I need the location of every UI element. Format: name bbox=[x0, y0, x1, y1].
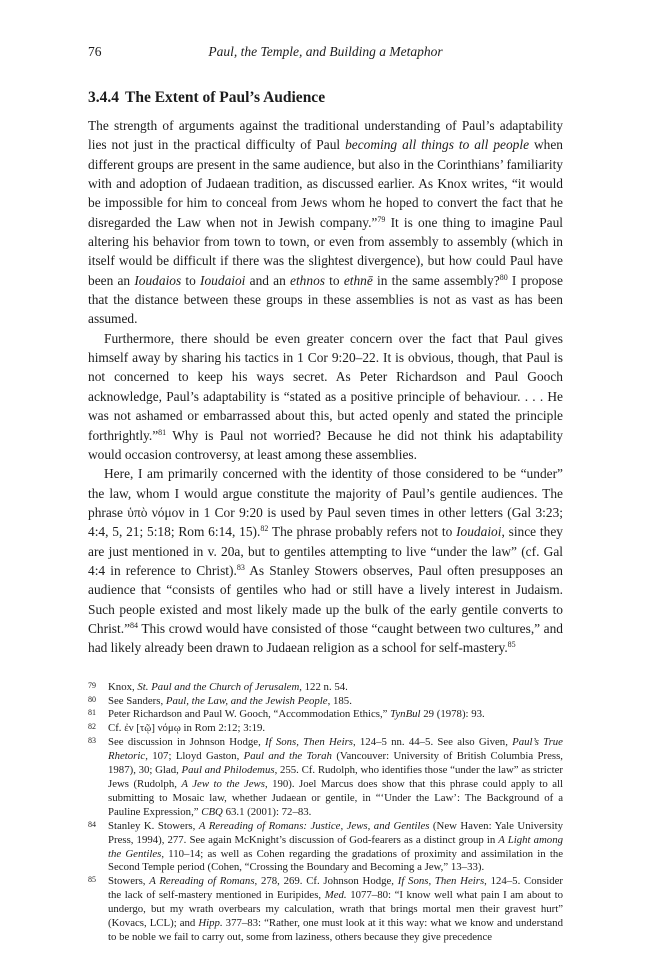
italic-text: Ioudaioi bbox=[200, 272, 246, 288]
footnote bbox=[88, 708, 563, 722]
footnote bbox=[88, 681, 563, 695]
footnote-number: 81 bbox=[88, 708, 96, 718]
italic-text: Ioudaioi bbox=[456, 524, 502, 540]
text-run: , 278, 269. Cf. Johnson Hodge, bbox=[254, 875, 398, 888]
section-title: The Extent of Paul’s Audience bbox=[125, 89, 326, 106]
text-run: Stanley K. Stowers, bbox=[108, 819, 199, 832]
footnote-number: 79 bbox=[88, 680, 96, 690]
footnote-number: 82 bbox=[88, 722, 96, 732]
italic-text: A Rereading of Romans bbox=[149, 875, 255, 888]
text-run: See discussion in Johnson Hodge, bbox=[108, 736, 266, 749]
italic-text: If Sons, Then Heirs bbox=[265, 736, 353, 749]
text-run: 1077–80: “I know well what pain I am about to undergo, but my wrath overbears my calculation, wrath that brings mortal men their gravest hurt” (Kovacs, LCL); and bbox=[108, 889, 564, 930]
text-run: Furthermore, there should be even greater concern over the fact that Paul gives himself away by sharing his tactics in 1 Cor 9:20–22. It is obvious, though, that Paul is not concerned to keep his ways secret. As Peter Richardson and Paul Gooch acknowledge, Paul’s adaptability is “stated as a positive principle of behaviour. . . . He was not ashamed or embarrassed about this, but acted openly and stated the principle forthrightly.” bbox=[88, 330, 563, 443]
italic-text: A Rereading of Romans: Justice, Jews, and Gentiles bbox=[198, 819, 430, 832]
text-run: in the same assembly? bbox=[372, 272, 500, 288]
italic-text: Med. bbox=[324, 889, 347, 902]
text-run: to bbox=[181, 272, 201, 288]
running-title: Paul, the Temple, and Building a Metaphor bbox=[208, 44, 443, 59]
text-run: This crowd would have consisted of those “caught between two cultures,” and had likely already been drawn to Judaean religion as a school for self-mastery. bbox=[88, 620, 563, 656]
text-run: , 122 n. 54. bbox=[299, 680, 348, 693]
footnote-number: 83 bbox=[88, 736, 96, 746]
footnote bbox=[88, 875, 563, 945]
footnote bbox=[88, 695, 563, 709]
italic-text: CBQ bbox=[201, 805, 223, 818]
paragraph bbox=[88, 116, 563, 329]
footnote-text bbox=[108, 681, 563, 695]
italic-text: ethnē bbox=[343, 272, 373, 288]
footnote-text bbox=[108, 875, 563, 945]
italic-text: Paul, the Law, and the Jewish People bbox=[165, 694, 328, 707]
text-run: Cf. ἐν [τῷ] νόμῳ in Rom 2:12; 3:19. bbox=[108, 722, 266, 735]
italic-text: If Sons, Then Heirs bbox=[397, 875, 485, 888]
italic-text: Paul and the Torah bbox=[243, 750, 332, 763]
body-text bbox=[88, 116, 563, 658]
page-number: 76 bbox=[88, 44, 102, 59]
text-run: The phrase probably refers not to bbox=[268, 524, 457, 540]
footnote-text bbox=[108, 708, 563, 722]
footnote-text bbox=[108, 722, 563, 736]
text-run: The strength of arguments against the traditional understanding of Paul’s adaptability lies not just in the practical difficulty of Paul bbox=[88, 118, 563, 153]
footnote-number: 85 bbox=[88, 875, 96, 885]
text-run: (Vancouver: University of British Columbia Press, 1987), 30; Glad, bbox=[108, 750, 563, 777]
text-run: , 107; Lloyd Gaston, bbox=[145, 750, 244, 763]
text-run: It is one thing to imagine Paul altering his behavior from town to town, or even from assembly to assembly (which in itself would be difficult if there was the slightest divergence), but how could Paul have been an bbox=[88, 214, 563, 288]
text-run: Here, I am primarily concerned with the identity of those considered to be “under” the law, whom I would argue constitute the majority of Paul’s gentile audiences. The phrase ὑπὸ νόμον in 1 Cor 9:20 is used by Paul seven times in other letters (Gal 3:23; 4:4, 5, 21; 5:18; Rom 6:14, 15). bbox=[88, 466, 563, 540]
text-run: See Sanders, bbox=[108, 694, 166, 707]
text-run: , 110–14; as well as Cohen regarding the gradations of proximity and assimilation in the Second Temple period (Cohen, “Crossing the Boundary and Becoming a Jew,” 13–33). bbox=[108, 847, 564, 874]
footnote-ref: 82 bbox=[260, 524, 269, 534]
footnotes bbox=[88, 681, 563, 945]
running-header bbox=[88, 44, 563, 64]
text-run: to bbox=[324, 272, 344, 288]
footnote-text bbox=[108, 695, 563, 709]
footnote-ref: 85 bbox=[507, 640, 516, 650]
italic-text: TynBul bbox=[390, 708, 421, 721]
footnote bbox=[88, 820, 563, 876]
paragraph bbox=[88, 329, 563, 464]
text-run: (New Haven: Yale University Press, 1994), 277. See again McKnight’s discussion of God-fearers as a distinct group in bbox=[108, 819, 564, 846]
italic-text: Paul’s True Rhetoric bbox=[108, 736, 563, 763]
footnote-text bbox=[108, 820, 563, 876]
italic-text: Ioudaios bbox=[134, 272, 182, 288]
text-run: , 255. Cf. Rudolph, who identifies those “under the law” as stricter Jews (Rudolph, bbox=[108, 764, 563, 790]
text-run: Why is Paul not worried? Because he did not think his adaptability would occasion controversy, at least among these assemblies. bbox=[88, 427, 563, 462]
text-run: 377–83: “Rather, one must look at it this way: what we know and understand to be noble we fail to carry out, some from laziness, others because they give precedence bbox=[108, 917, 563, 943]
text-run: Stowers, bbox=[108, 875, 150, 888]
footnote-number: 80 bbox=[88, 694, 96, 704]
text-run: , since they are just mentioned in v. 20a, but to gentiles attempting to live “under the law” (cf. Gal 4:4 in reference to Christ). bbox=[88, 524, 563, 578]
footnote-ref: 81 bbox=[158, 427, 167, 437]
text-run: , 190). Joel Marcus does show that this phrase could apply to all submitting to Mosaic law, whether Judaean or gentile, in “‘Under the Law’: The Background of a Pauline Expression,” bbox=[108, 777, 564, 818]
section-number: 3.4.4 bbox=[88, 89, 119, 106]
text-run: , 185. bbox=[327, 694, 352, 707]
italic-text: becoming all things to all people bbox=[345, 137, 530, 153]
paragraph bbox=[88, 464, 563, 657]
footnote-ref: 84 bbox=[130, 620, 139, 630]
footnote bbox=[88, 736, 563, 819]
footnote-text bbox=[108, 736, 563, 819]
text-run: when different groups are present in the same audience, but also in the Corinthians’ familiarity with and adoption of Judaean tradition, as discussed earlier. As Knox writes, “it would be impossible for him to conceal from Jews whom he hoped to convert the fact that he disregarded the Law when not in Jewish company.” bbox=[88, 137, 563, 230]
text-run: and an bbox=[245, 272, 291, 288]
footnote-ref: 83 bbox=[236, 562, 245, 572]
footnote bbox=[88, 722, 563, 736]
footnote-ref: 80 bbox=[499, 272, 508, 282]
footnote-number: 84 bbox=[88, 819, 96, 829]
text-run: 63.1 (2001): 72–83. bbox=[222, 805, 312, 818]
text-run: Peter Richardson and Paul W. Gooch, “Accommodation Ethics,” bbox=[108, 708, 391, 721]
text-run: 29 (1978): 93. bbox=[420, 708, 485, 721]
text-run: I propose that the distance between these groups in these assemblies is not as vast as has been assumed. bbox=[88, 272, 563, 327]
text-run: , 124–5 nn. 44–5. See also Given, bbox=[352, 736, 513, 749]
italic-text: St. Paul and the Church of Jerusalem bbox=[137, 680, 300, 693]
italic-text: A Jew to the Jews bbox=[181, 777, 265, 790]
italic-text: Paul and Philodemus bbox=[181, 764, 275, 777]
book-page bbox=[88, 44, 563, 945]
text-run: As Stanley Stowers observes, Paul often presupposes an audience that “consists of gentiles who had or still have a lively interest in Judaism. Such people existed and most likely made up the bulk of the early gentile converts to Christ.” bbox=[88, 562, 563, 636]
section-heading bbox=[88, 88, 563, 108]
italic-text: ethnos bbox=[290, 272, 325, 288]
italic-text: A Light among the Gentiles bbox=[108, 833, 563, 860]
text-run: Knox, bbox=[108, 680, 138, 693]
italic-text: Hipp. bbox=[198, 917, 223, 930]
footnote-ref: 79 bbox=[377, 214, 386, 224]
text-run: , 124–5. Consider the lack of self-mastery mentioned in Euripides, bbox=[108, 875, 563, 902]
